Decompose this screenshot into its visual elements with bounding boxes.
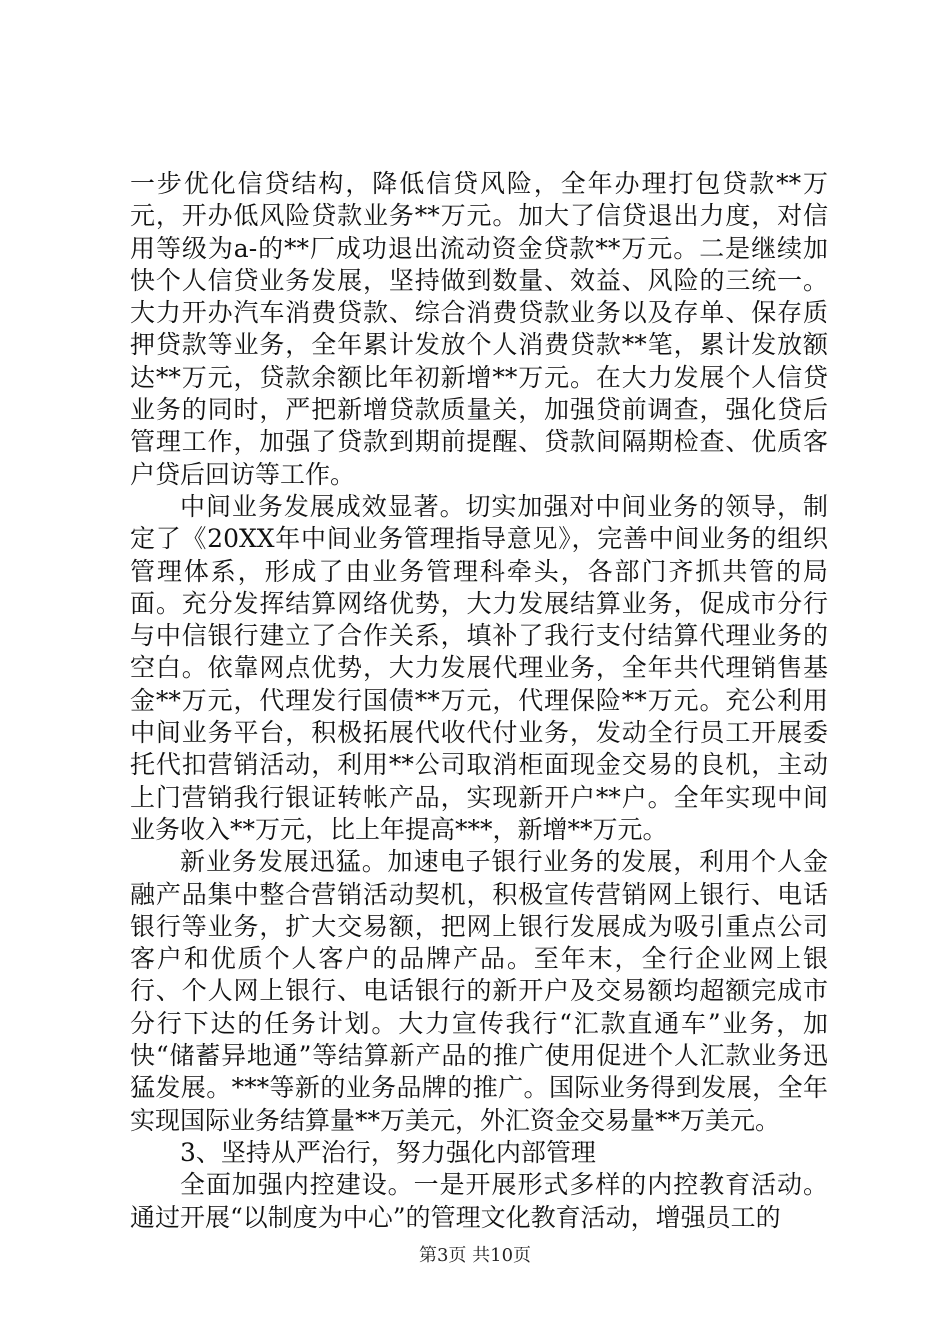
paragraph-continuation: 一步优化信贷结构，降低信贷风险，全年办理打包贷款**万元，开办低风险贷款业务**万元。加大了信贷退出力度，对信用等级为a-的**厂成功退出流动资金贷款**万元。二是继续加快个人信贷业务发展，坚持做到数量、效益、风险的三统一。大力开办汽车消费贷款、综合消费贷款业务以及存单、保存质押贷款等业务，全年累计发放个人消费贷款**笔，累计发放额达**万元，贷款余额比年初新增**万元。在大力发展个人信贷业务的同时，严把新增贷款质量关，加强贷前调查，强化贷后管理工作，加强了贷款到期前提醒、贷款间隔期检查、优质客户贷后回访等工作。 bbox=[130, 169, 828, 489]
page-number-footer: 第3页 共10页 bbox=[418, 1245, 532, 1266]
paragraph-new-business: 新业务发展迅猛。加速电子银行业务的发展，利用个人金融产品集中整合营销活动契机，积极宣传营销网上银行、电话银行等业务，扩大交易额，把网上银行发展成为吸引重点公司客户和优质个人客户的品牌产品。至年末，全行企业网上银行、个人网上银行、电话银行的新开户及交易额均超额完成市分行下达的任务计划。大力宣传我行“汇款直通车”业务，加快“储蓄异地通”等结算新产品的推广使用促进个人汇款业务迅猛发展。***等新的业务品牌的推广。国际业务得到发展，全年实现国际业务结算量**万美元，外汇资金交易量**万美元。 bbox=[130, 847, 828, 1135]
paragraph-intermediate-business: 中间业务发展成效显著。切实加强对中间业务的领导，制定了《20XX年中间业务管理指导意见》，完善中间业务的组织管理体系，形成了由业务管理科牵头，各部门齐抓共管的局面。充分发挥结算网络优势，大力发展结算业务，促成市分行与中信银行建立了合作关系，填补了我行支付结算代理业务的空白。依靠网点优势，大力发展代理业务，全年共代理销售基金**万元，代理发行国债**万元，代理保险**万元。充公利用中间业务平台，积极拓展代收代付业务，发动全行员工开展委托代扣营销活动，利用**公司取消柜面现金交易的良机，主动上门营销我行银证转帐产品，实现新开户**户。全年实现中间业务收入**万元，比上年提高***，新增**万元。 bbox=[130, 491, 828, 844]
section-heading: 3、坚持从严治行，努力强化内部管理 bbox=[180, 1137, 596, 1167]
document-body bbox=[130, 168, 828, 1234]
paragraph-internal-control: 全面加强内控建设。一是开展形式多样的内控教育活动。通过开展“以制度为中心”的管理文化教育活动，增强员工的 bbox=[130, 1170, 828, 1232]
